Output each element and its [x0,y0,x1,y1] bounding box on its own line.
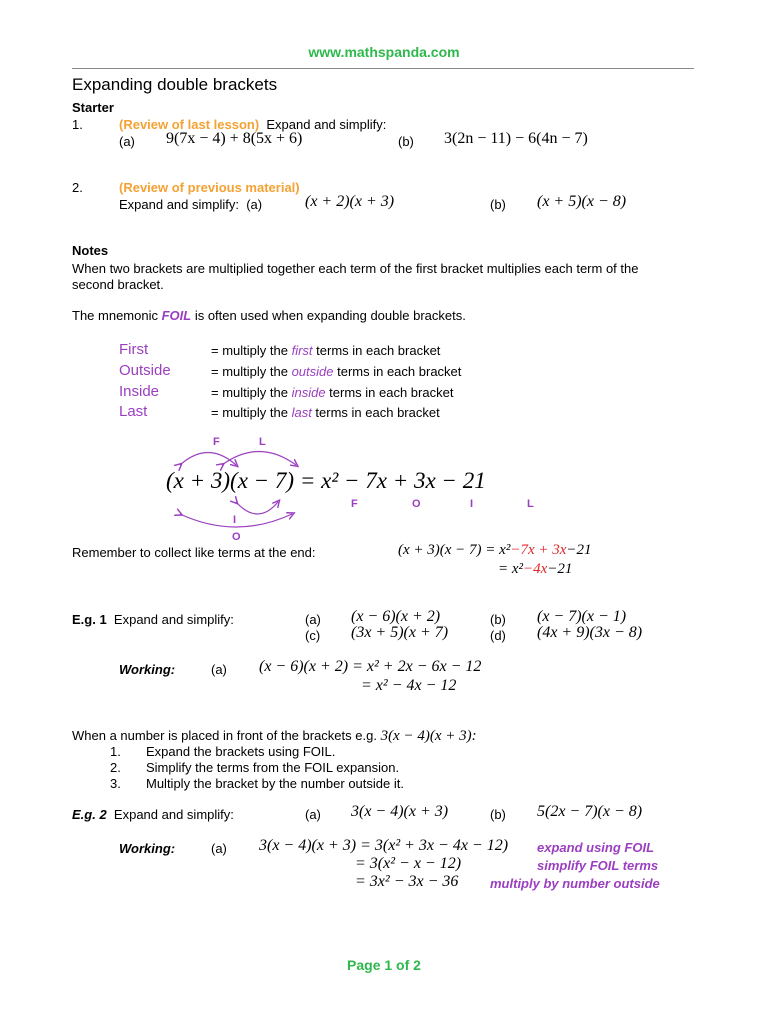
q1-instruction: Expand and simplify: [266,117,387,132]
collect-line2: = x²−4x−21 [498,561,573,577]
foil-desc-first: = multiply the first terms in each bracket [211,343,441,358]
step-2-text: Simplify the terms from the FOIL expansion. [146,760,400,775]
eg2-working-label: Working: [119,841,176,856]
diagram-letter-i: I [233,514,237,526]
foil-desc-last: = multiply the last terms in each bracket [211,405,440,420]
para2-post: is often used when expanding double brackets. [191,308,466,323]
page-number: Page 1 of 2 [347,957,421,973]
eg2-heading: E.g. 2 Expand and simplify: [72,807,234,822]
label-l: L [527,498,534,510]
q1-tag: (Review of last lesson) [119,117,260,132]
eg1-d-label: (d) [490,628,506,643]
eg1-working-line1: (x − 6)(x + 2) = x² + 2x − 6x − 12 [259,658,482,675]
foil-equation: (x + 3)(x − 7) = x² − 7x + 3x − 21 [166,468,486,493]
notes-heading: Notes [72,243,109,258]
eg1-working-line2: = x² − 4x − 12 [361,677,457,694]
q2-a-label: (a) [246,197,263,212]
eg1-b-expr: (x − 7)(x − 1) [537,608,627,625]
label-f: F [351,498,358,510]
q1-number: 1. [72,117,83,132]
q1-b-label: (b) [398,134,414,149]
foil-desc-outside: = multiply the outside terms in each bracket [211,364,462,379]
foil-word-inside: Inside [119,383,160,400]
eg2-note3: multiply by number outside [490,876,660,891]
q2-instruction-text: Expand and simplify: [119,197,239,212]
eg2-working-part: (a) [211,841,227,856]
q1-a-expr: 9(7x − 4) + 8(5x + 6) [166,130,303,147]
eg1-b-label: (b) [490,612,506,627]
para2-pre: The mnemonic [72,308,162,323]
step-1-num: 1. [110,744,121,759]
eg2-note2: simplify FOIL terms [537,858,659,873]
arc-first [180,453,236,466]
eg1-a-label: (a) [305,612,321,627]
foil-desc-inside: = multiply the inside terms in each bracket [211,385,454,400]
notes-para1-line2: second bracket. [72,277,164,292]
step-3-text: Multiply the bracket by the number outside it. [146,776,404,791]
eg1-heading: E.g. 1 Expand and simplify: [72,612,234,627]
foil-word: FOIL [161,308,192,323]
eg2-a-label: (a) [305,807,321,822]
foil-word-first: First [119,341,149,358]
step-2-num: 2. [110,760,121,775]
q2-b-expr: (x + 5)(x − 8) [537,193,627,210]
page-title: Expanding double brackets [72,75,278,94]
q1-a-label: (a) [119,134,135,149]
eg1-working-part: (a) [211,662,227,677]
arc-inside [236,502,278,514]
notes-para1-line1: When two brackets are multiplied together each term of the first bracket multiplies each term of the [72,261,639,276]
eg2-note1: expand using FOIL [537,840,655,855]
foil-word-outside: Outside [119,362,171,379]
number-front-intro: When a number is placed in front of the brackets e.g. 3(x − 4)(x + 3): [72,728,477,744]
eg1-working-label: Working: [119,662,176,677]
eg2-b-label: (b) [490,807,506,822]
q2-number: 2. [72,180,83,195]
eg2-a-expr: 3(x − 4)(x + 3) [351,803,449,820]
eg2-b-expr: 5(2x − 7)(x − 8) [537,803,643,820]
q2-tag: (Review of previous material) [119,180,300,195]
diagram-letter-f: F [213,436,220,448]
eg1-c-label: (c) [305,628,321,643]
label-o: O [412,498,421,510]
q1-b-expr: 3(2n − 11) − 6(4n − 7) [444,130,588,147]
foil-word-last: Last [119,403,148,420]
eg2-line1: 3(x − 4)(x + 3) = 3(x² + 3x − 4x − 12) [259,837,509,854]
eg2-line3: = 3x² − 3x − 36 [355,873,459,890]
site-url[interactable]: www.mathspanda.com [308,44,460,60]
q2-b-label: (b) [490,197,506,212]
label-i: I [470,498,474,510]
step-3-num: 3. [110,776,121,791]
step-1-text: Expand the brackets using FOIL. [146,744,336,759]
diagram-letter-l: L [259,436,266,448]
eg1-a-expr: (x − 6)(x + 2) [351,608,441,625]
collect-text: Remember to collect like terms at the end: [72,545,316,560]
eg2-line2: = 3(x² − x − 12) [355,855,462,872]
diagram-letter-o: O [232,531,241,543]
starter-heading: Starter [72,100,114,115]
collect-line1: (x + 3)(x − 7) = x²−7x + 3x−21 [398,542,592,558]
q2-a-expr: (x + 2)(x + 3) [305,193,395,210]
eg1-c-expr: (3x + 5)(x + 7) [351,624,449,641]
eg1-d-expr: (4x + 9)(3x − 8) [537,624,643,641]
